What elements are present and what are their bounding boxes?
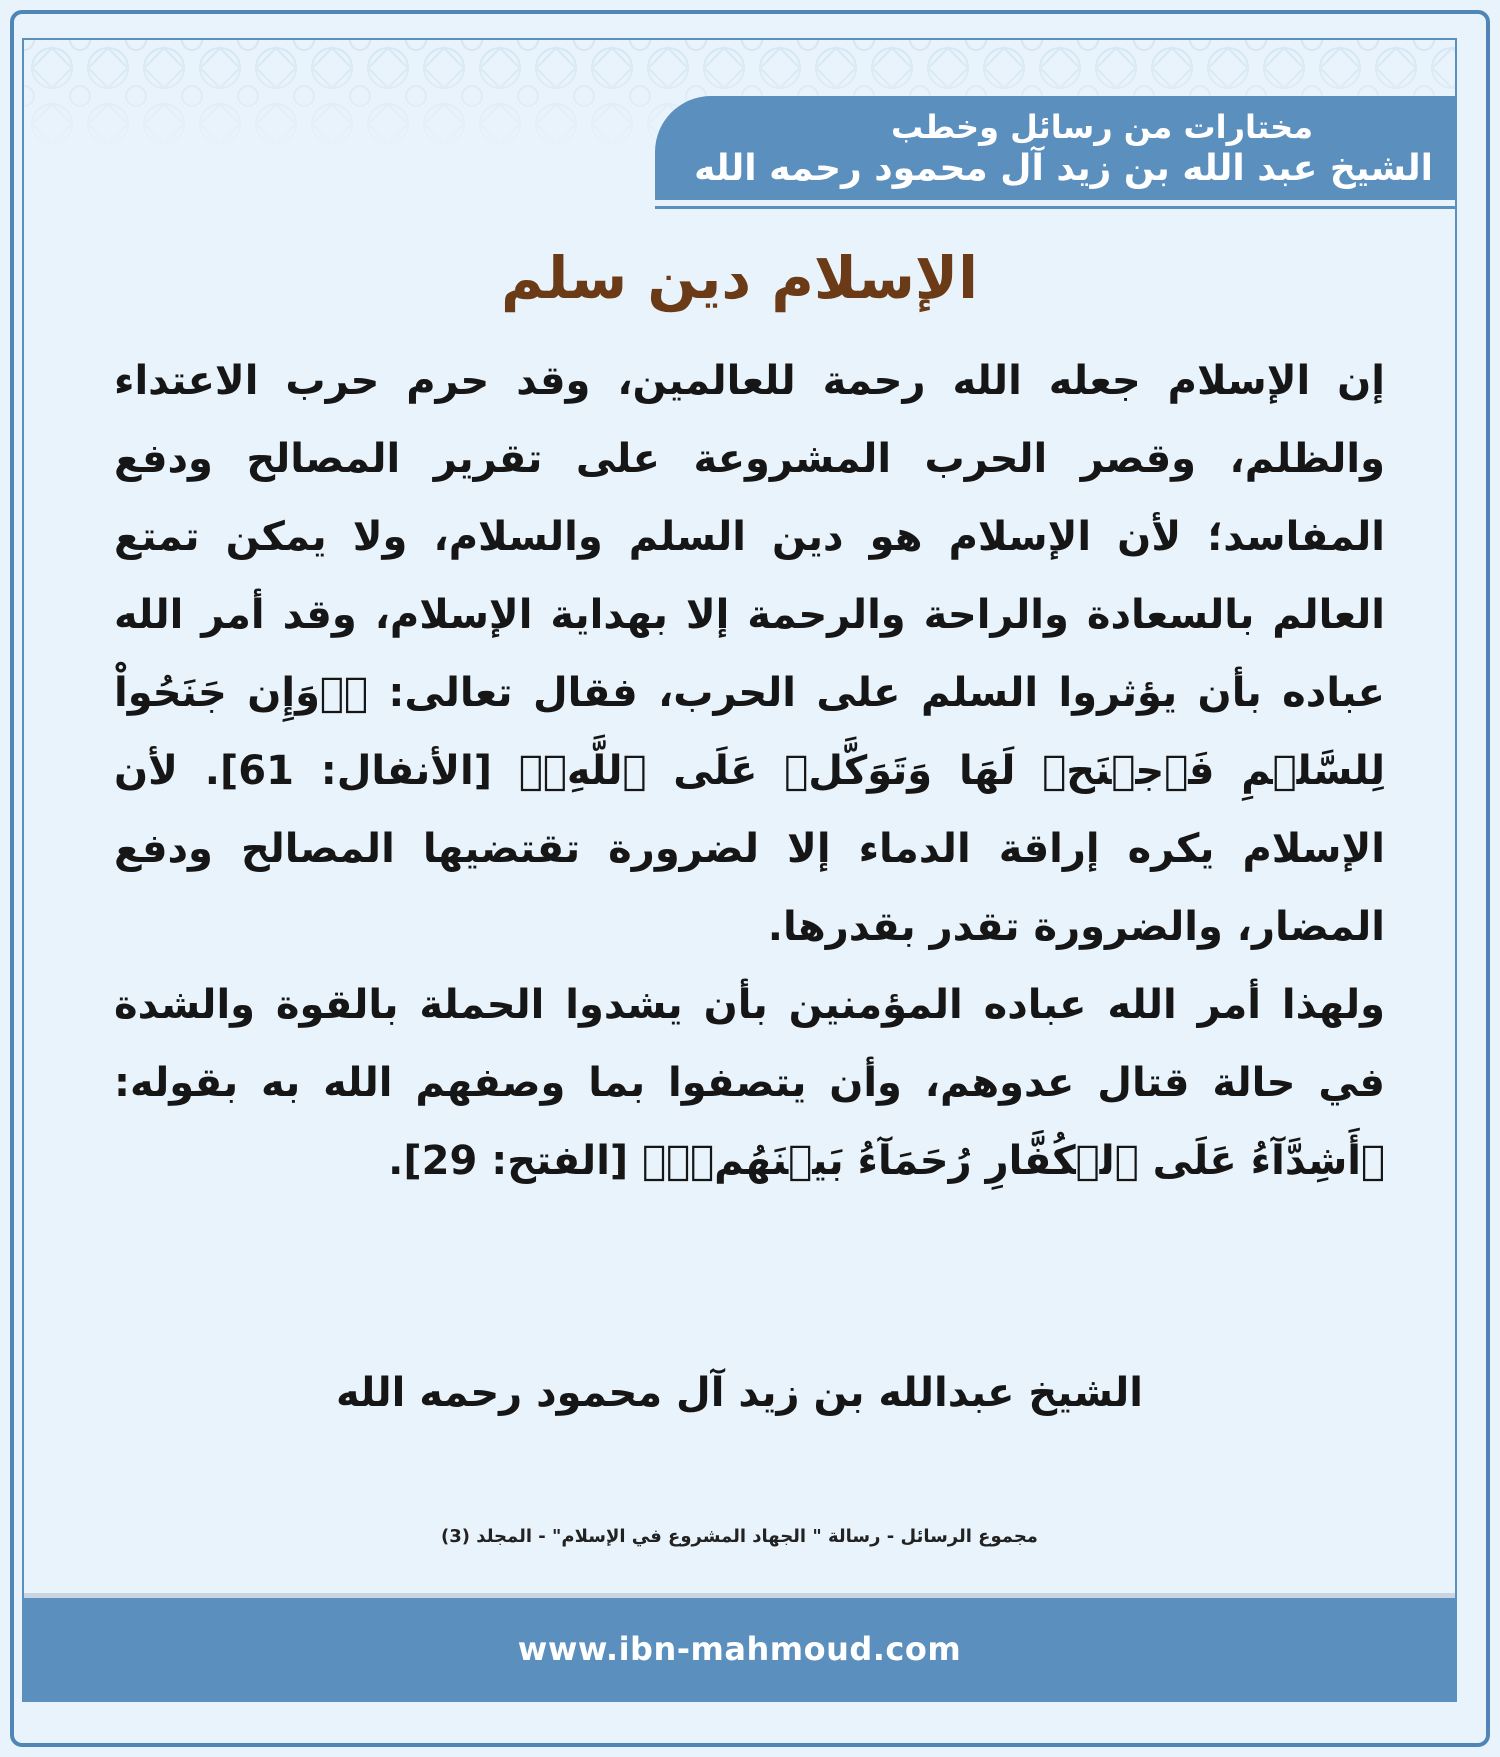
article-body — [114, 342, 1385, 1200]
source-citation: مجموع الرسائل - رسالة " الجهاد المشروع في الإسلام" - المجلد (3) — [441, 1526, 1038, 1547]
paragraph: إن الإسلام جعله الله رحمة للعالمين، وقد حرم حرب الاعتداء والظلم، وقصر الحرب المشروعة على تقرير المصالح ودفع المفاسد؛ لأن الإسلام هو دين السلم والسلام، ولا يمكن تمتع العالم بالسعادة والراحة والرحمة إلا بهداية الإسلام، وقد أمر الله عباده بأن يؤثروا السلم على الحرب، فقال تعالى: ﴿۞وَإِن جَنَحُواْ لِلسَّلۡمِ فَٱجۡنَحۡ لَهَا وَتَوَكَّلۡ عَلَى ٱللَّهِۚ﴾ [الأنفال: 61]. لأن الإسلام يكره إراقة الدماء إلا لضرورة تقتضيها المصالح ودفع المضار، والضرورة تقدر بقدرها. — [114, 358, 1386, 950]
website-link[interactable]: www.ibn-mahmoud.com — [517, 1630, 962, 1668]
paragraph: ولهذا أمر الله عباده المؤمنين بأن يشدوا الحملة بالقوة والشدة في حالة قتال عدوهم، وأن يتصفوا بما وصفهم الله به بقوله: ﴿أَشِدَّآءُ عَلَى ٱلۡكُفَّارِ رُحَمَآءُ بَيۡنَهُمۡۖ﴾ [الفتح: 29]. — [114, 982, 1385, 1184]
footer-bar — [24, 1598, 1455, 1700]
author-name: الشيخ عبد الله بن زيد آل محمود رحمه الله — [694, 148, 1433, 189]
signature: الشيخ عبدالله بن زيد آل محمود رحمه الله — [336, 1370, 1143, 1416]
series-title: مختارات من رسائل وخطب — [890, 108, 1313, 146]
article-title: الإسلام دين سلم — [501, 244, 978, 312]
content-card — [22, 38, 1457, 1702]
header-ribbon — [655, 96, 1455, 200]
